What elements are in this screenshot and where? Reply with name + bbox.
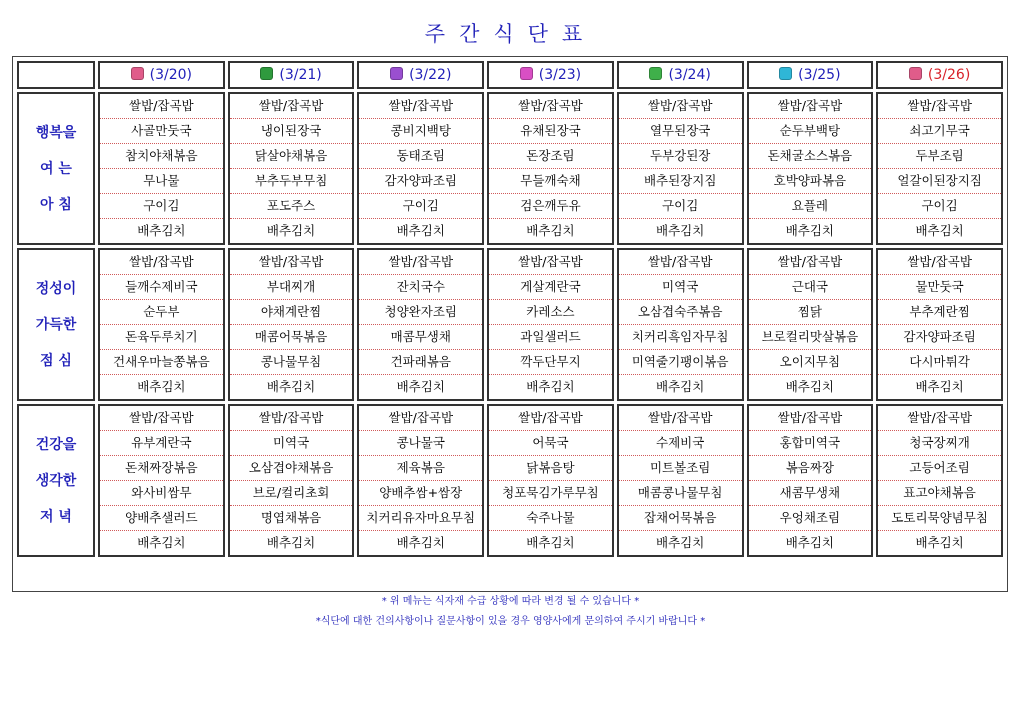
menu-item: 치커리유자마요무침	[359, 506, 482, 531]
day-header-1	[98, 61, 225, 89]
day-header-row	[17, 61, 1003, 89]
menu-item: 잡채어묵볶음	[619, 506, 742, 531]
menu-item: 콩나물무침	[230, 350, 353, 375]
menu-item: 쌀밥/잡곡밥	[489, 406, 612, 431]
menu-item: 잔치국수	[359, 275, 482, 300]
day-header-2	[228, 61, 355, 89]
menu-item: 들깨수제비국	[100, 275, 223, 300]
menu-item: 돈채굴소스볶음	[749, 144, 872, 169]
meal-label-line: 행복을	[35, 124, 77, 141]
lunch-day-1-cell	[98, 248, 225, 401]
lunch-row	[17, 248, 1003, 401]
menu-item: 포도주스	[230, 194, 353, 219]
menu-item: 구이김	[878, 194, 1001, 219]
menu-item: 미트볼조림	[619, 456, 742, 481]
meal-label-line: 정성이	[35, 280, 77, 297]
menu-item: 사골만둣국	[100, 119, 223, 144]
breakfast-day-1-cell	[98, 92, 225, 245]
menu-item: 배추김치	[915, 223, 964, 238]
menu-item: 청국장찌개	[878, 431, 1001, 456]
menu-item: 순두부	[100, 300, 223, 325]
menu-item: 건새우마늘쫑볶음	[100, 350, 223, 375]
lunch-day-7-cell	[876, 248, 1003, 401]
menu-item: 구이김	[359, 194, 482, 219]
breakfast-row	[17, 92, 1003, 245]
menu-item: 쌀밥/잡곡밥	[100, 250, 223, 275]
lunch-day-4-cell	[487, 248, 614, 401]
menu-item: 쌀밥/잡곡밥	[359, 94, 482, 119]
day-label: (3/21)	[279, 67, 322, 83]
menu-item: 두부조림	[878, 144, 1001, 169]
menu-item: 배추김치	[137, 379, 186, 394]
menu-item: 배추된장지짐	[619, 169, 742, 194]
tulip-icon	[390, 67, 403, 80]
day-label: (3/23)	[538, 67, 582, 83]
menu-item: 브로컬리맛살볶음	[749, 325, 872, 350]
menu-item: 냉이된장국	[230, 119, 353, 144]
day-label: (3/24)	[668, 67, 711, 83]
menu-item: 쌀밥/잡곡밥	[878, 406, 1001, 431]
menu-item: 양배추쌈+쌈장	[359, 481, 482, 506]
meal-label-line: 여 는	[40, 160, 72, 177]
menu-item: 배추김치	[396, 223, 445, 238]
breakfast-day-3-cell	[357, 92, 484, 245]
meal-label-line: 건강을	[35, 436, 77, 453]
menu-item: 표고야채볶음	[878, 481, 1001, 506]
breakfast-label	[17, 92, 95, 245]
menu-item: 배추김치	[785, 535, 835, 550]
menu-item: 건파래볶음	[359, 350, 482, 375]
menu-item: 오삼겹숙주볶음	[619, 300, 742, 325]
menu-item: 유부계란국	[100, 431, 223, 456]
dinner-day-5-cell	[617, 404, 744, 557]
breakfast-day-2-cell	[228, 92, 355, 245]
menu-item: 감자양파조림	[878, 325, 1001, 350]
dinner-day-6-cell	[747, 404, 874, 557]
menu-item: 호박양파볶음	[749, 169, 872, 194]
menu-item: 열무된장국	[619, 119, 742, 144]
menu-item: 돈채짜장볶음	[100, 456, 223, 481]
menu-item: 배추김치	[785, 379, 835, 394]
breakfast-day-6-cell	[747, 92, 874, 245]
menu-item: 브로/컬리초회	[230, 481, 353, 506]
lunch-day-5-cell	[617, 248, 744, 401]
menu-item: 감자양파조림	[359, 169, 482, 194]
menu-item: 배추김치	[526, 535, 575, 550]
menu-item: 게살계란국	[489, 275, 612, 300]
day-header-5	[617, 61, 744, 89]
menu-item: 배추김치	[137, 535, 186, 550]
day-header-7	[876, 61, 1003, 89]
menu-item: 참치야채볶음	[100, 144, 223, 169]
day-label: (3/26)	[927, 67, 971, 83]
menu-item: 콩비지백탕	[359, 119, 482, 144]
meal-label-line: 생각한	[35, 472, 77, 489]
menu-item: 미역국	[230, 431, 353, 456]
menu-item: 쌀밥/잡곡밥	[878, 250, 1001, 275]
menu-item: 쌀밥/잡곡밥	[878, 94, 1001, 119]
change-notice: * 위 메뉴는 식자재 수급 상황에 따라 변경 될 수 있습니다 *	[381, 596, 640, 607]
menu-item: 숙주나물	[489, 506, 612, 531]
menu-item: 쌀밥/잡곡밥	[619, 94, 742, 119]
meal-label-line: 점 심	[40, 352, 72, 369]
lunch-label	[17, 248, 95, 401]
menu-item: 미역국	[619, 275, 742, 300]
dinner-day-1-cell	[98, 404, 225, 557]
menu-item: 홍합미역국	[749, 431, 872, 456]
day-header-4	[487, 61, 614, 89]
menu-item: 물만둣국	[878, 275, 1001, 300]
menu-item: 쌀밥/잡곡밥	[230, 250, 353, 275]
menu-item: 쌀밥/잡곡밥	[359, 250, 482, 275]
menu-item: 새콤무생채	[749, 481, 872, 506]
rose-icon	[909, 67, 922, 80]
menu-item: 배추김치	[266, 535, 316, 550]
menu-item: 제육볶음	[359, 456, 482, 481]
menu-item: 닭살야채볶음	[230, 144, 353, 169]
leaf-icon	[260, 67, 273, 80]
flower-icon	[520, 67, 533, 80]
menu-item: 어묵국	[489, 431, 612, 456]
breakfast-day-5-cell	[617, 92, 744, 245]
menu-item: 부추계란찜	[878, 300, 1001, 325]
flag-icon	[779, 67, 792, 80]
menu-item: 구이김	[619, 194, 742, 219]
menu-item: 깍두단무지	[489, 350, 612, 375]
dinner-day-4-cell	[487, 404, 614, 557]
menu-item: 배추김치	[656, 223, 705, 238]
menu-item: 구이김	[100, 194, 223, 219]
menu-item: 배추김치	[656, 379, 705, 394]
menu-item: 쌀밥/잡곡밥	[749, 406, 872, 431]
day-label: (3/25)	[798, 67, 841, 83]
day-header-6	[747, 61, 874, 89]
corner-cell	[17, 61, 95, 89]
menu-item: 배추김치	[526, 379, 575, 394]
dinner-day-2-cell	[228, 404, 355, 557]
menu-item: 쌀밥/잡곡밥	[489, 94, 612, 119]
menu-item: 콩나물국	[359, 431, 482, 456]
day-header-3	[357, 61, 484, 89]
menu-item: 야채계란찜	[230, 300, 353, 325]
lunch-day-3-cell	[357, 248, 484, 401]
menu-item: 매콤어묵볶음	[230, 325, 353, 350]
menu-item: 닭볶음탕	[489, 456, 612, 481]
menu-item: 쌀밥/잡곡밥	[230, 406, 353, 431]
menu-item: 부추두부무침	[230, 169, 353, 194]
menu-item: 쌀밥/잡곡밥	[489, 250, 612, 275]
menu-item: 검은깨두유	[489, 194, 612, 219]
menu-item: 돈장조림	[489, 144, 612, 169]
menu-item: 유채된장국	[489, 119, 612, 144]
meal-label-line: 저 녁	[40, 508, 72, 525]
menu-item: 배추김치	[266, 379, 316, 394]
menu-item: 순두부백탕	[749, 119, 872, 144]
menu-item: 청포묵김가루무침	[489, 481, 612, 506]
inquiry-notice: *식단에 대한 건의사항이나 질문사항이 있을 경우 영양사에게 문의하여 주시기 바랍니다 *	[315, 616, 706, 627]
menu-item: 매콤무생채	[359, 325, 482, 350]
menu-item: 와사비쌈무	[100, 481, 223, 506]
menu-item: 동태조림	[359, 144, 482, 169]
dinner-day-3-cell	[357, 404, 484, 557]
menu-item: 얼갈이된장지짐	[878, 169, 1001, 194]
menu-item: 쌀밥/잡곡밥	[359, 406, 482, 431]
menu-item: 부대찌개	[230, 275, 353, 300]
menu-item: 청양완자조림	[359, 300, 482, 325]
menu-item: 고등어조림	[878, 456, 1001, 481]
menu-item: 쌀밥/잡곡밥	[619, 406, 742, 431]
menu-item: 다시마튀각	[878, 350, 1001, 375]
menu-item: 배추김치	[396, 379, 445, 394]
menu-item: 배추김치	[396, 535, 445, 550]
dinner-label	[17, 404, 95, 557]
rose-icon	[131, 67, 144, 80]
day-label: (3/20)	[149, 67, 193, 83]
menu-item: 근대국	[749, 275, 872, 300]
menu-item: 무들깨숙채	[489, 169, 612, 194]
menu-item: 미역줄기팽이볶음	[619, 350, 742, 375]
menu-item: 양배추샐러드	[100, 506, 223, 531]
menu-item: 배추김치	[915, 379, 964, 394]
menu-item: 두부강된장	[619, 144, 742, 169]
menu-item: 쌀밥/잡곡밥	[230, 94, 353, 119]
menu-item: 배추김치	[785, 223, 835, 238]
meal-label-line: 아 침	[40, 196, 72, 213]
lunch-day-2-cell	[228, 248, 355, 401]
menu-item: 카레소스	[489, 300, 612, 325]
sprout-icon	[649, 67, 662, 80]
menu-item: 볶음짜장	[749, 456, 872, 481]
breakfast-day-7-cell	[876, 92, 1003, 245]
menu-item: 찜닭	[749, 300, 872, 325]
menu-item: 쌀밥/잡곡밥	[749, 94, 872, 119]
menu-item: 무나물	[100, 169, 223, 194]
meal-label-line: 가득한	[35, 316, 77, 333]
breakfast-day-4-cell	[487, 92, 614, 245]
dinner-row	[17, 404, 1003, 557]
menu-item: 매콤콩나물무침	[619, 481, 742, 506]
dinner-day-7-cell	[876, 404, 1003, 557]
menu-item: 쌀밥/잡곡밥	[749, 250, 872, 275]
lunch-day-6-cell	[747, 248, 874, 401]
menu-item: 수제비국	[619, 431, 742, 456]
menu-item: 우엉채조림	[749, 506, 872, 531]
day-label: (3/22)	[409, 67, 452, 83]
menu-item: 오삼겹야채볶음	[230, 456, 353, 481]
weekly-menu-table	[14, 58, 1006, 560]
menu-item: 배추김치	[915, 535, 964, 550]
menu-item: 쇠고기무국	[878, 119, 1001, 144]
menu-item: 쌀밥/잡곡밥	[100, 94, 223, 119]
menu-item: 치커리흑임자무침	[619, 325, 742, 350]
menu-item: 배추김치	[526, 223, 575, 238]
menu-item: 요플레	[749, 194, 872, 219]
page-title: 주간식단표	[424, 22, 597, 46]
menu-item: 쌀밥/잡곡밥	[100, 406, 223, 431]
menu-item: 과일샐러드	[489, 325, 612, 350]
menu-item: 명엽채볶음	[230, 506, 353, 531]
menu-item: 돈육두루치기	[100, 325, 223, 350]
menu-item: 배추김치	[137, 223, 186, 238]
menu-item: 도토리묵양념무침	[878, 506, 1001, 531]
menu-item: 오이지무침	[749, 350, 872, 375]
menu-item: 배추김치	[266, 223, 316, 238]
menu-item: 쌀밥/잡곡밥	[619, 250, 742, 275]
menu-item: 배추김치	[656, 535, 705, 550]
